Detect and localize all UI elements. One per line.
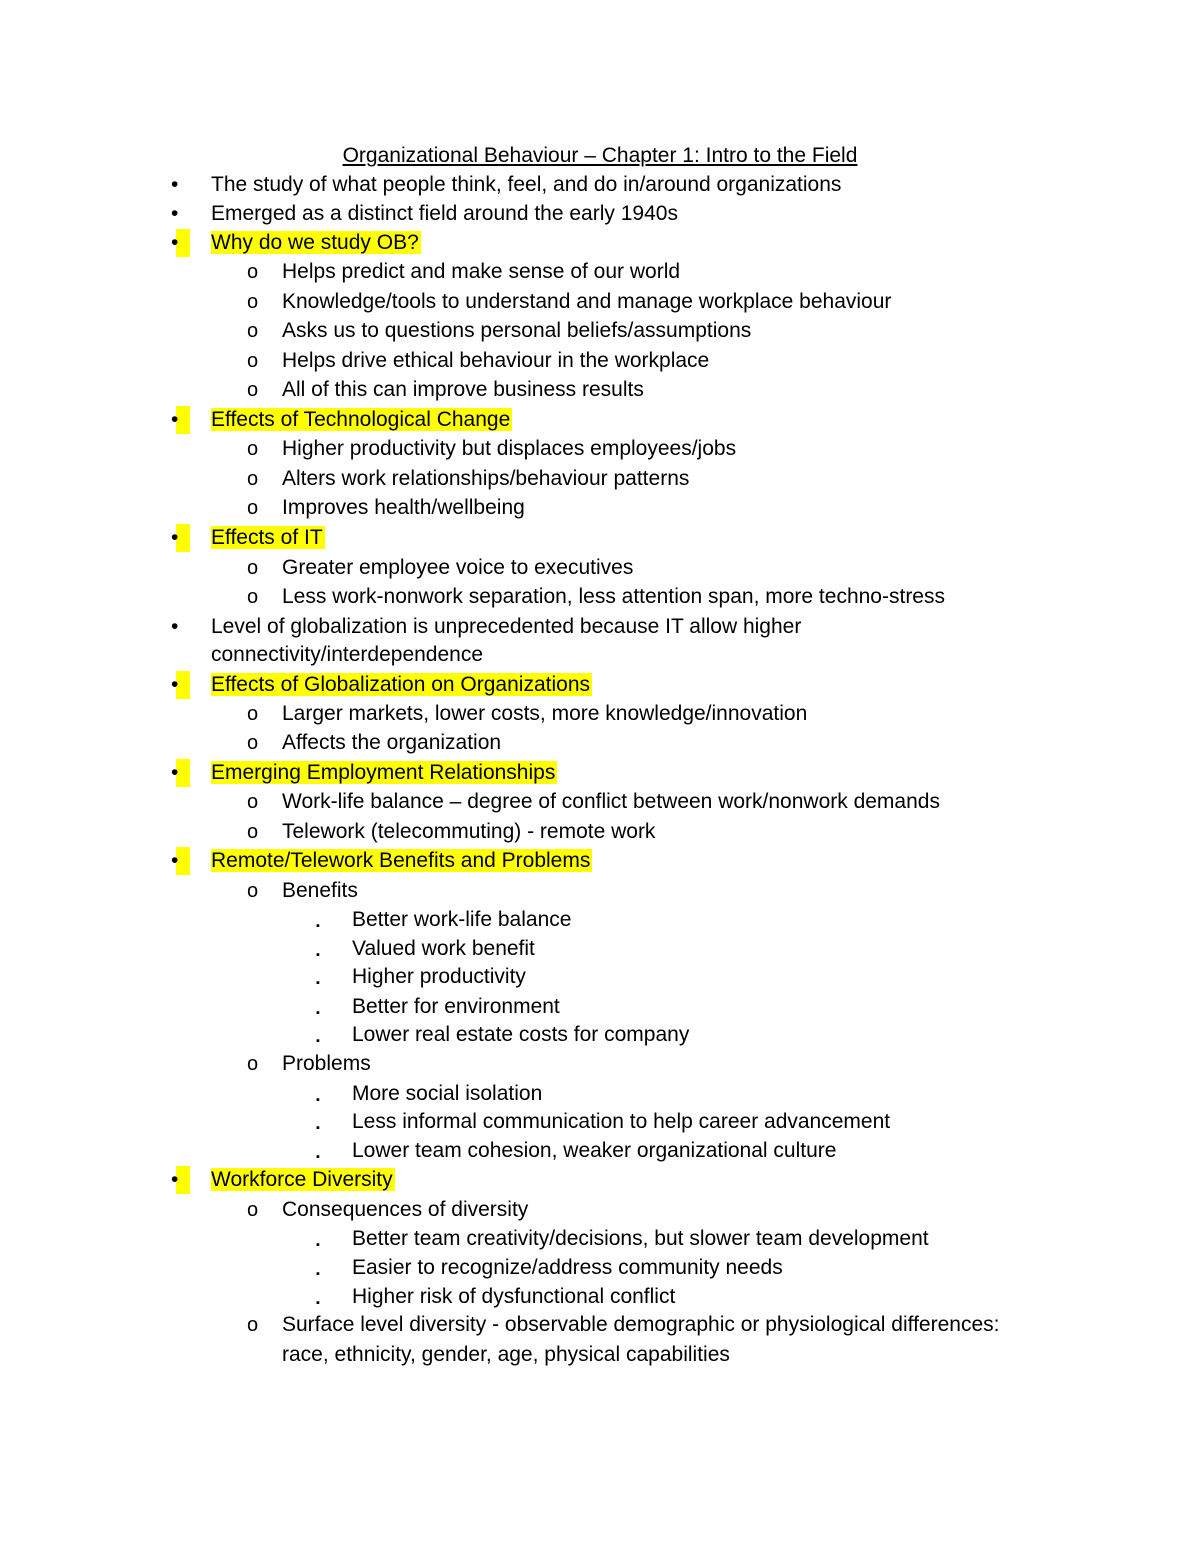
line-text: Benefits (282, 879, 358, 902)
outline-item-text (352, 1137, 836, 1165)
line-text: Telework (telecommuting) - remote work (282, 820, 656, 843)
level-1-marker: • (171, 173, 179, 196)
line-text: Lower team cohesion, weaker organizational culture (352, 1139, 837, 1162)
line-text: Improves health/wellbeing (282, 496, 525, 519)
level-1-marker: • (176, 1166, 190, 1194)
level-2-marker: o (247, 291, 259, 313)
level-2-marker: o (247, 261, 259, 283)
level-3-marker: ▪ (316, 1151, 320, 1163)
line-text: Knowledge/tools to understand and manage workplace behaviour (282, 290, 892, 313)
level-2-marker: o (247, 468, 259, 490)
outline-item-text (282, 347, 709, 375)
level-2-marker: o (247, 821, 259, 843)
line-text: Less work-nonwork separation, less attention span, more techno-stress (282, 585, 945, 608)
line-text: Effects of Globalization on Organizations (211, 673, 590, 696)
level-2-marker: o (247, 586, 259, 608)
line-text: Alters work relationships/behaviour patterns (282, 467, 690, 490)
line-text: Work-life balance – degree of conflict between work/nonwork demands (282, 790, 940, 813)
level-3-marker: ▪ (316, 1007, 320, 1019)
outline-item-text (352, 906, 571, 934)
level-2-marker: o (247, 497, 259, 519)
highlighted-heading (211, 671, 592, 699)
level-2-marker: o (247, 1053, 259, 1075)
level-2-marker: o (247, 703, 259, 725)
level-1-marker: • (176, 759, 190, 787)
line-text: The study of what people think, feel, and do in/around organizations (211, 173, 842, 196)
level-3-marker: ▪ (316, 1239, 320, 1251)
level-2-marker: o (247, 791, 259, 813)
outline-item-text (282, 258, 680, 286)
outline-item-text (211, 171, 841, 199)
outline-item-text (352, 1225, 929, 1253)
outline-item-text (282, 583, 945, 611)
line-text: More social isolation (352, 1082, 543, 1105)
outline-item-text (282, 554, 633, 582)
level-1-marker: • (171, 202, 179, 225)
level-3-marker: ▪ (316, 1297, 320, 1309)
level-1-marker: • (176, 406, 190, 434)
level-1-marker: • (171, 615, 179, 638)
outline-item-text (282, 465, 689, 493)
line-text: Remote/Telework Benefits and Problems (211, 849, 591, 872)
level-1-marker: • (176, 524, 190, 552)
outline-item-text (282, 1196, 528, 1224)
outline-item-text (352, 1283, 675, 1311)
outline-item-text (282, 435, 736, 463)
line-text: Higher productivity but displaces employees/jobs (282, 437, 737, 460)
level-2-marker: o (247, 320, 259, 342)
line-text: Affects the organization (282, 731, 502, 754)
level-2-marker: o (247, 557, 259, 579)
outline-item-text (282, 1311, 999, 1339)
line-text: Larger markets, lower costs, more knowledge/innovation (282, 702, 808, 725)
line-text: Consequences of diversity (282, 1198, 529, 1221)
outline-item-text (282, 288, 891, 316)
outline-item-text (282, 700, 807, 728)
line-text: Problems (282, 1052, 371, 1075)
line-text: Level of globalization is unprecedented because IT allow higher (211, 615, 802, 638)
outline-item-text (211, 613, 801, 641)
line-text: Higher risk of dysfunctional conflict (352, 1285, 676, 1308)
line-text: Effects of Technological Change (211, 408, 511, 431)
outline-item-text (352, 1254, 783, 1282)
outline-item-text (282, 317, 751, 345)
line-text: Workforce Diversity (211, 1168, 393, 1191)
level-3-marker: ▪ (316, 949, 320, 961)
level-3-marker: ▪ (316, 1122, 320, 1134)
level-3-marker: ▪ (316, 920, 320, 932)
highlighted-heading (211, 406, 512, 434)
level-2-marker: o (247, 732, 259, 754)
line-text: Lower real estate costs for company (352, 1023, 690, 1046)
outline-item-text (352, 1080, 542, 1108)
outline-item-text (282, 1050, 371, 1078)
line-text: Helps drive ethical behaviour in the workplace (282, 349, 710, 372)
outline-item-text (282, 1341, 730, 1369)
line-text: Better work-life balance (352, 908, 572, 931)
level-1-marker: • (176, 847, 190, 875)
highlighted-heading (211, 759, 557, 787)
level-3-marker: ▪ (316, 977, 320, 989)
line-text: race, ethnicity, gender, age, physical capabilities (282, 1343, 730, 1366)
line-text: Better for environment (352, 995, 560, 1018)
outline-item-text (352, 935, 535, 963)
outline-item-text (352, 1021, 689, 1049)
level-2-marker: o (247, 438, 259, 460)
outline-item-text (282, 877, 358, 905)
line-text: Better team creativity/decisions, but slower team development (352, 1227, 929, 1250)
outline-item-text (352, 1108, 890, 1136)
highlighted-heading (211, 1166, 395, 1194)
line-text: Helps predict and make sense of our world (282, 260, 681, 283)
highlighted-heading (211, 229, 421, 257)
line-text: Less informal communication to help career advancement (352, 1110, 891, 1133)
outline-item-text (211, 200, 678, 228)
document-title: Organizational Behaviour – Chapter 1: Intro to the Field (342, 144, 858, 167)
line-text: Why do we study OB? (211, 231, 419, 254)
level-2-marker: o (247, 350, 259, 372)
line-text: connectivity/interdependence (211, 643, 484, 666)
level-2-marker: o (247, 880, 259, 902)
level-2-marker: o (247, 1199, 259, 1221)
outline-item-text (282, 818, 655, 846)
outline-item-text (352, 993, 560, 1021)
line-text: Valued work benefit (352, 937, 535, 960)
outline-item-text (282, 494, 525, 522)
line-text: Asks us to questions personal beliefs/assumptions (282, 319, 752, 342)
outline-item-text (211, 641, 483, 669)
level-1-marker: • (176, 229, 190, 257)
outline-item-text (282, 376, 644, 404)
line-text: Emerged as a distinct field around the early 1940s (211, 202, 678, 225)
level-2-marker: o (247, 1314, 259, 1336)
line-text: Easier to recognize/address community needs (352, 1256, 783, 1279)
outline-item-text (282, 788, 940, 816)
line-text: Emerging Employment Relationships (211, 761, 556, 784)
line-text: Greater employee voice to executives (282, 556, 634, 579)
highlighted-heading (211, 524, 325, 552)
level-3-marker: ▪ (316, 1268, 320, 1280)
line-text: Effects of IT (211, 526, 323, 549)
highlighted-heading (211, 847, 592, 875)
line-text: Surface level diversity - observable demographic or physiological differences: (282, 1313, 1000, 1336)
outline-item-text (352, 963, 526, 991)
line-text: Higher productivity (352, 965, 526, 988)
level-2-marker: o (247, 379, 259, 401)
line-text: All of this can improve business results (282, 378, 644, 401)
level-3-marker: ▪ (316, 1035, 320, 1047)
outline-item-text (282, 729, 501, 757)
level-1-marker: • (176, 671, 190, 699)
level-3-marker: ▪ (316, 1094, 320, 1106)
